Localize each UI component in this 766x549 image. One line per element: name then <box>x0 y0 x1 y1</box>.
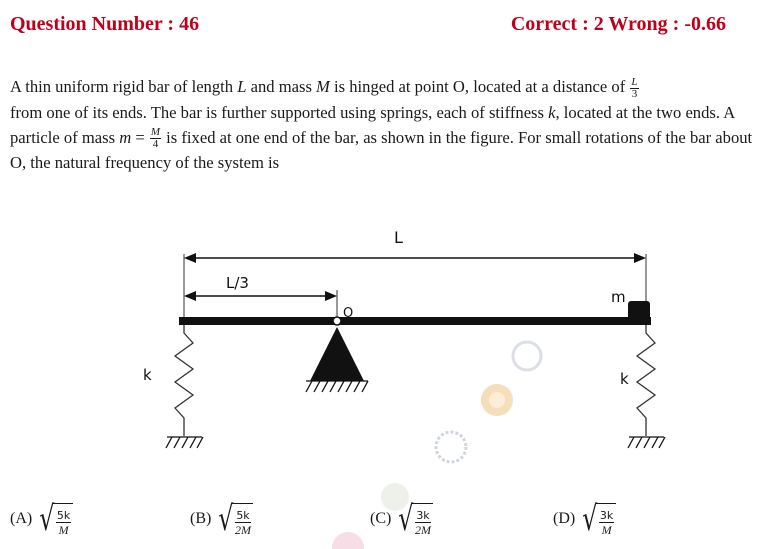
option-label: (A) <box>10 510 33 527</box>
option-numerator: 3k <box>416 508 430 522</box>
fraction-numerator: M <box>150 126 161 139</box>
question-text-part: from one of its ends. The bar is further supported using springs, each of stiffness <box>10 102 549 122</box>
option-numerator: 3k <box>599 508 614 522</box>
option-denominator: 2M <box>235 522 251 537</box>
sqrt-expression: √ $\frac{5k}{2M}$ <box>218 499 251 539</box>
question-text-part: is hinged at point O, located at a distance of <box>329 77 630 96</box>
right-stiffness-label: k <box>620 370 629 388</box>
point-mass <box>628 301 650 323</box>
hinge-label: O <box>343 306 354 321</box>
rigid-bar <box>179 317 651 325</box>
option-c[interactable] <box>370 497 433 541</box>
right-spring <box>637 325 655 436</box>
symbol-L: L <box>237 77 247 96</box>
option-denominator: M <box>58 522 69 537</box>
question-number: Question Number : 46 <box>10 13 200 35</box>
sqrt-expression: √ $\frac{3k}{2M}$ <box>398 499 431 539</box>
option-b[interactable] <box>190 497 253 541</box>
option-denominator: 2M <box>415 522 431 537</box>
fraction-numerator: L <box>631 75 638 88</box>
hinge-pin <box>333 317 341 325</box>
question-text-part: and mass <box>246 77 317 96</box>
question-text-part: , located at the two ends. A particle of mass <box>10 102 735 147</box>
hinge-ground <box>306 381 368 392</box>
score-info: Correct : 2 Wrong : -0.66 <box>510 13 726 35</box>
mass-label: m <box>611 288 626 306</box>
sqrt-expression: √ $\frac{5k}{M}$ <box>36 497 73 541</box>
fraction-denominator: 3 <box>631 87 638 100</box>
option-numerator: 5k <box>236 508 250 522</box>
left-spring-ground <box>166 437 203 448</box>
watermark-logos <box>332 342 541 549</box>
option-d[interactable] <box>553 497 616 541</box>
option-label: (C) <box>370 510 392 527</box>
symbol-M: M <box>316 77 330 96</box>
right-spring-ground <box>628 437 665 448</box>
left-stiffness-label: k <box>143 366 152 384</box>
question-text-part: A thin uniform rigid bar of length <box>10 77 238 96</box>
third-length-label: L/3 <box>226 274 249 292</box>
option-a[interactable] <box>10 497 73 541</box>
sqrt-expression: √ $\frac{3k}{M}$ <box>579 497 616 541</box>
question-text-part: is fixed at one end of the bar, as shown in the figure. For small rotations of the bar about O, the natural frequency of the system is <box>10 127 753 173</box>
option-denominator: M <box>601 522 612 537</box>
symbol-m: m <box>119 127 132 147</box>
option-label: (D) <box>553 510 576 527</box>
fraction-denominator: 4 <box>152 138 159 151</box>
option-label: (B) <box>190 510 212 527</box>
left-spring <box>175 325 193 436</box>
option-numerator: 5k <box>56 508 71 522</box>
length-label: L <box>394 228 403 247</box>
hinge-support <box>310 327 364 381</box>
equals-sign: = <box>131 127 149 147</box>
symbol-k: k <box>548 102 556 122</box>
